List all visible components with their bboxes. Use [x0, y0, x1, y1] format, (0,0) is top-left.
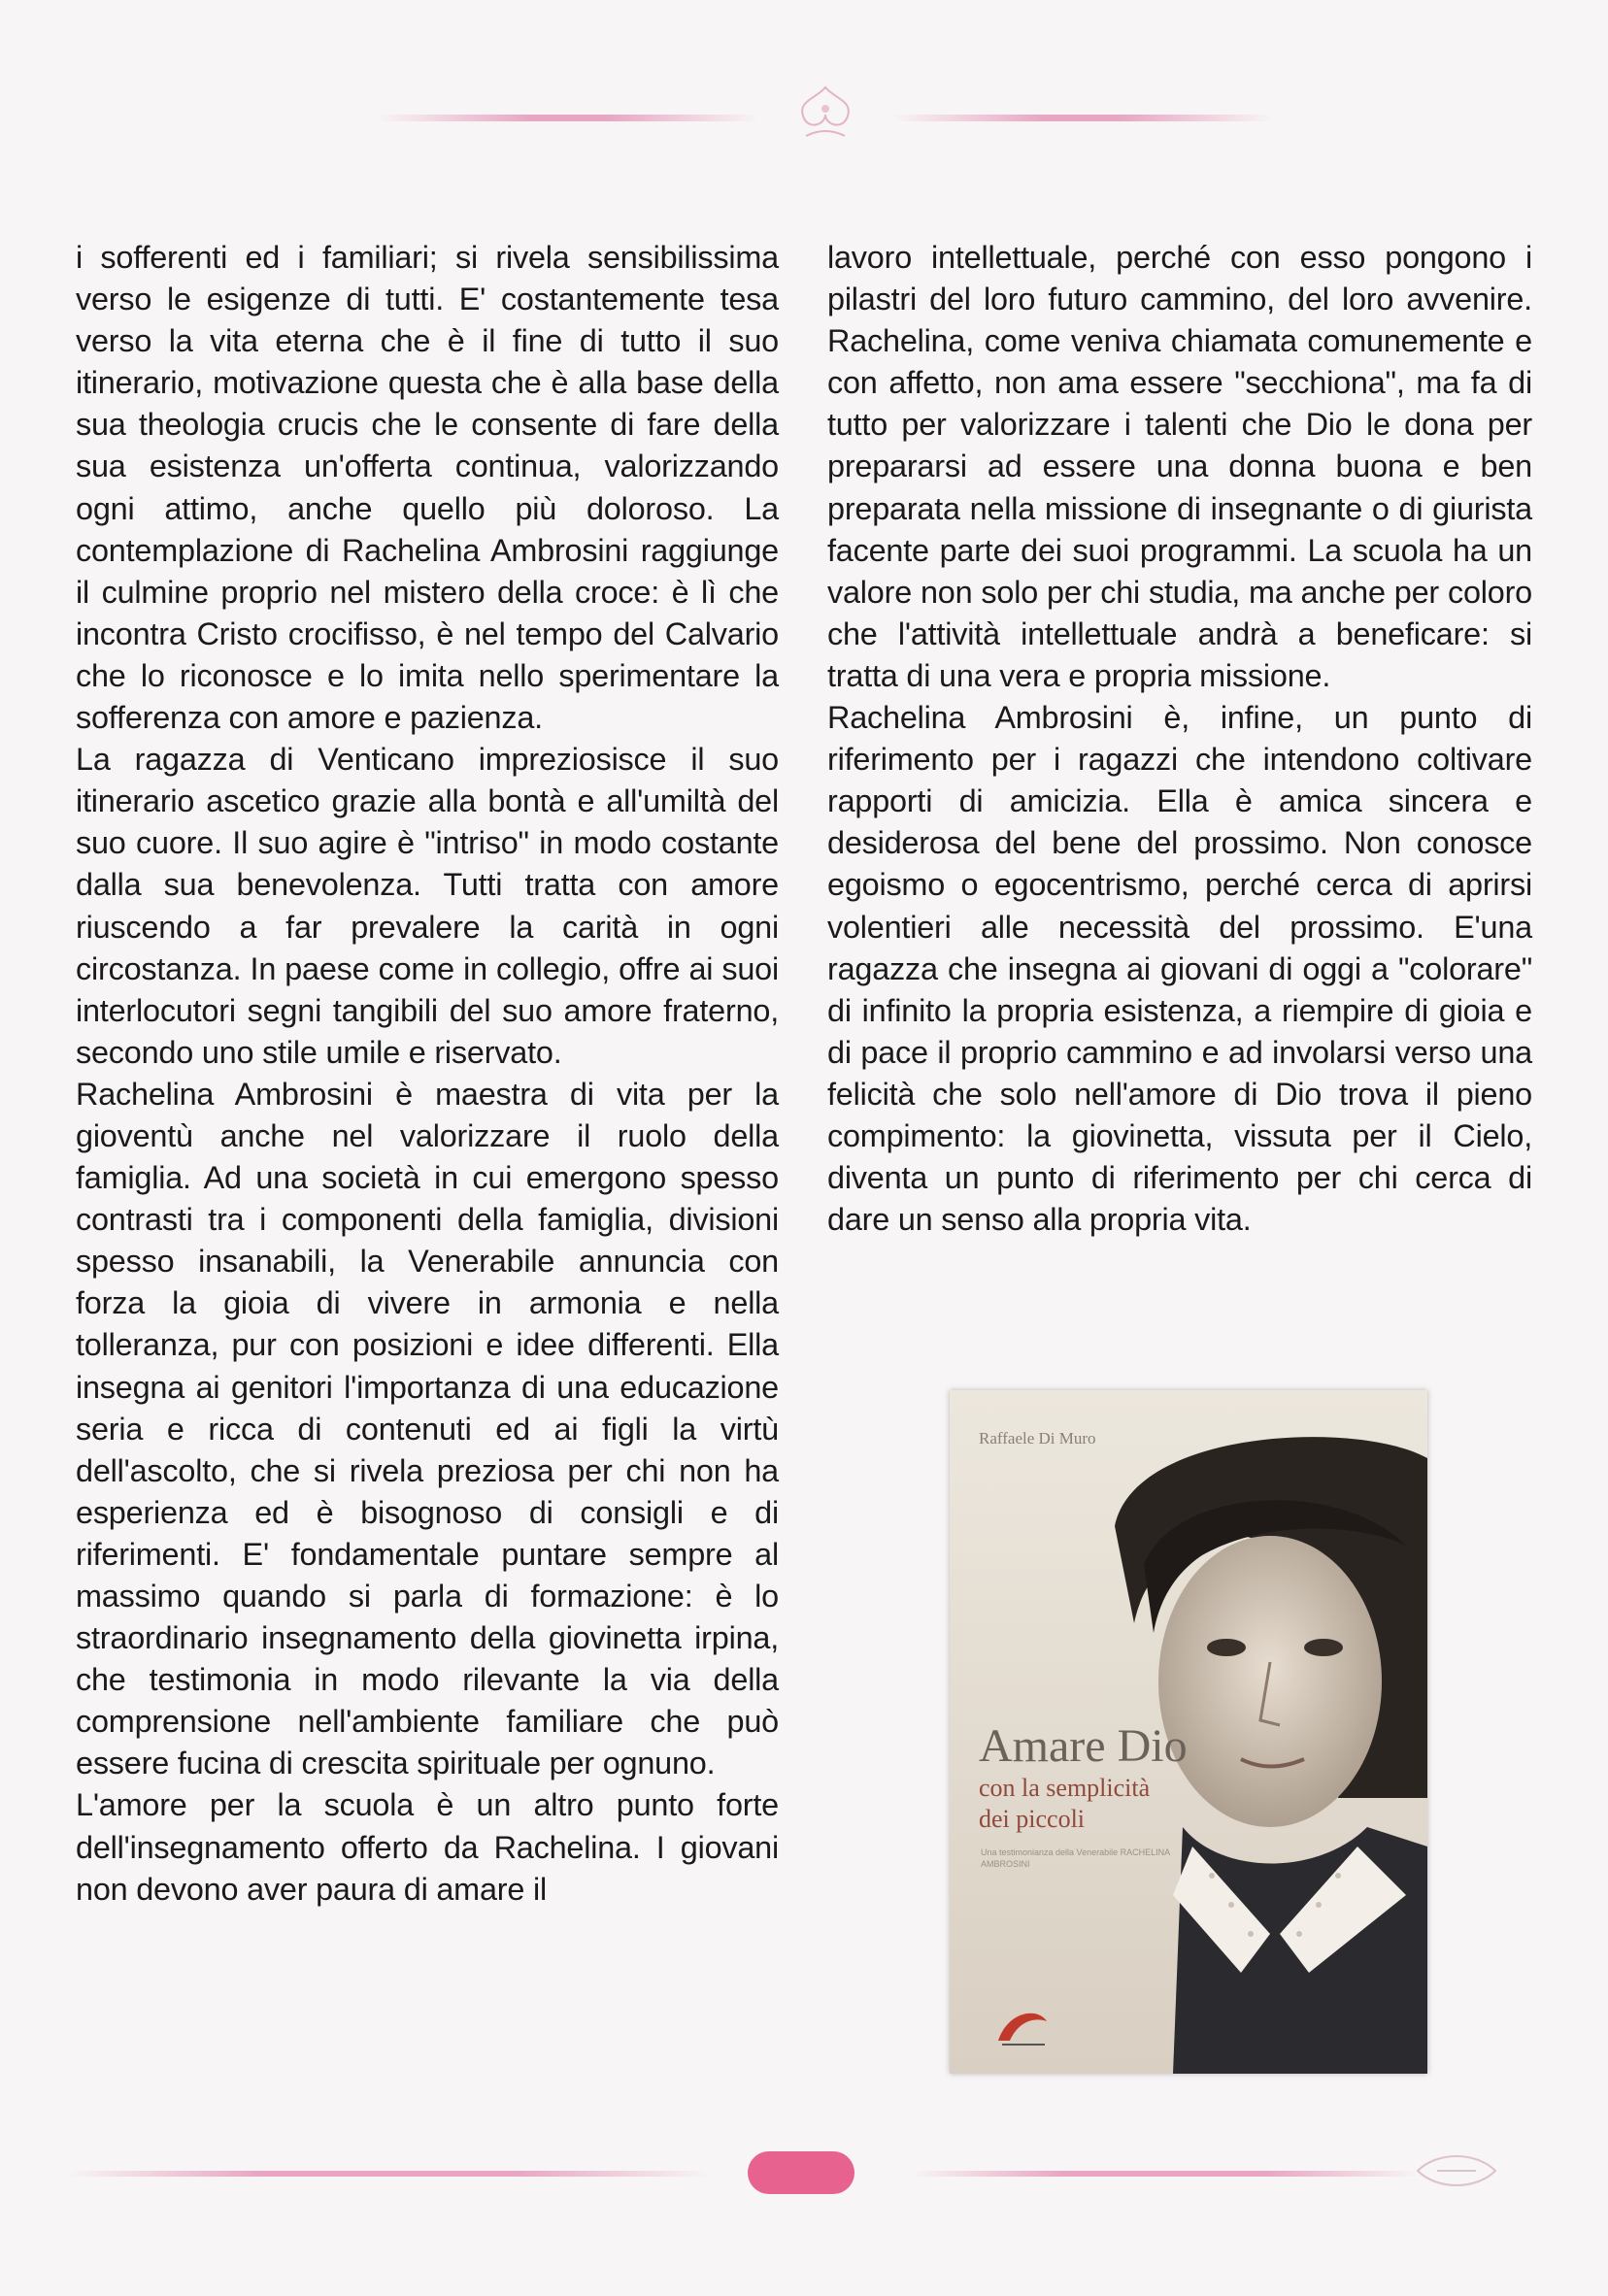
book-title-block — [979, 1720, 1188, 1835]
header-divider-left — [379, 115, 757, 121]
footer-divider-right — [913, 2171, 1418, 2177]
page-number-badge — [748, 2151, 854, 2194]
book-title: Amare Dio — [979, 1720, 1188, 1772]
header-ornament — [379, 97, 1272, 136]
paragraph: lavoro intellettuale, perché con esso pongono i pilastri del loro futuro cammino, del loro avvenire. Rachelina, come veniva chiamata comunemente e con affetto, non ama essere "secchiona", ma fa di tutto per valorizzare i talenti che Dio le dona per prepararsi ad essere una donna buona e ben preparata nella missione di insegnante o di giurista facente parte dei suoi programmi. La scuola ha un valore non solo per chi studia, ma anche per coloro che l'attività intellettuale andrà a beneficare: si tratta di una vera e propria missione. — [827, 240, 1532, 693]
book-tagline: Una testimonianza della Venerabile RACHELINA AMBROSINI — [981, 1847, 1170, 1869]
paragraph: Rachelina Ambrosini è maestra di vita per la gioventù anche nel valorizzare il ruolo della famiglia. Ad una società in cui emergono spesso contrasti tra i componenti della famiglia, divisioni spesso insanabili, la Venerabile annuncia con forza la gioia di vivere in armonia e nella tolleranza, pur con posizioni e idee differenti. Ella insegna ai genitori l'importanza di una educazione seria e ricca di contenuti ed ai figli la virtù dell'ascolto, che si rivela preziosa per chi non ha esperienza ed è bisognoso di consigli e di riferimenti. E' fondamentale puntare sempre al massimo quando si parla di formazione: è lo straordinario insegnamento della giovinetta irpina, che testimonia in modo rilevante la via della comprensione nell'ambiente familiare che può essere fucina di crescita spirituale per ognuno. — [76, 1076, 779, 1781]
book-cover-image — [950, 1390, 1427, 2074]
book-subtitle-line1: con la semplicità — [979, 1774, 1151, 1802]
header-divider-right — [893, 115, 1272, 121]
book-subtitle-line2: dei piccoli — [979, 1805, 1086, 1833]
paragraph: i sofferenti ed i familiari; si rivela sensibilissima verso le esigenze di tutti. E' costantemente tesa verso la vita eterna che è il fine di tutto il suo itinerario, motivazione questa che è alla base della sua theologia crucis che le consente di fare della sua esistenza un'offerta continua, valorizzando ogni attimo, anche quello più doloroso. La contemplazione di Rachelina Ambrosini raggiunge il culmine proprio nel mistero della croce: è lì che incontra Cristo crocifisso, è nel tempo del Calvario che lo riconosce e lo imita nello sperimentare la sofferenza con amore e pazienza. — [76, 240, 779, 736]
text-column-left — [76, 237, 779, 1911]
paragraph: Rachelina Ambrosini è, infine, un punto di riferimento per i ragazzi che intendono coltivare rapporti di amicizia. Ella è amica sincera e desiderosa del bene del prossimo. Non conosce egoismo o egocentrismo, perché cerca di aprirsi volentieri alle necessità del prossimo. E'una ragazza che insegna ai giovani di oggi a "colorare" di infinito la propria esistenza, a riempire di gioia e di pace il proprio cammino e ad involarsi verso una felicità che solo nell'amore di Dio trova il pieno compimento: la giovinetta, vissuta per il Cielo, diventa un punto di riferimento per chi cerca di dare un senso alla propria vita. — [827, 700, 1532, 1238]
footer-divider-left — [68, 2171, 709, 2177]
text-column-right — [827, 237, 1532, 1241]
paragraph: L'amore per la scuola è un altro punto forte dell'insegnamento offerto da Rachelina. I giovani non devono aver paura di amare il — [76, 1787, 779, 1907]
corner-flourish-icon — [1398, 2142, 1515, 2200]
paragraph: La ragazza di Venticano impreziosisce il suo itinerario ascetico grazie alla bontà e all'umiltà del suo cuore. Il suo agire è "intriso" in modo costante dalla sua benevolenza. Tutti tratta con amore riuscendo a far prevalere la carità in ogni circostanza. In paese come in collegio, offre ai suoi interlocutori segni tangibili del suo amore fraterno, secondo uno stile umile e riservato. — [76, 742, 779, 1070]
publisher-logo-icon — [988, 2002, 1056, 2050]
flourish-icon — [777, 80, 874, 148]
book-author: Raffaele Di Muro — [979, 1429, 1096, 1447]
